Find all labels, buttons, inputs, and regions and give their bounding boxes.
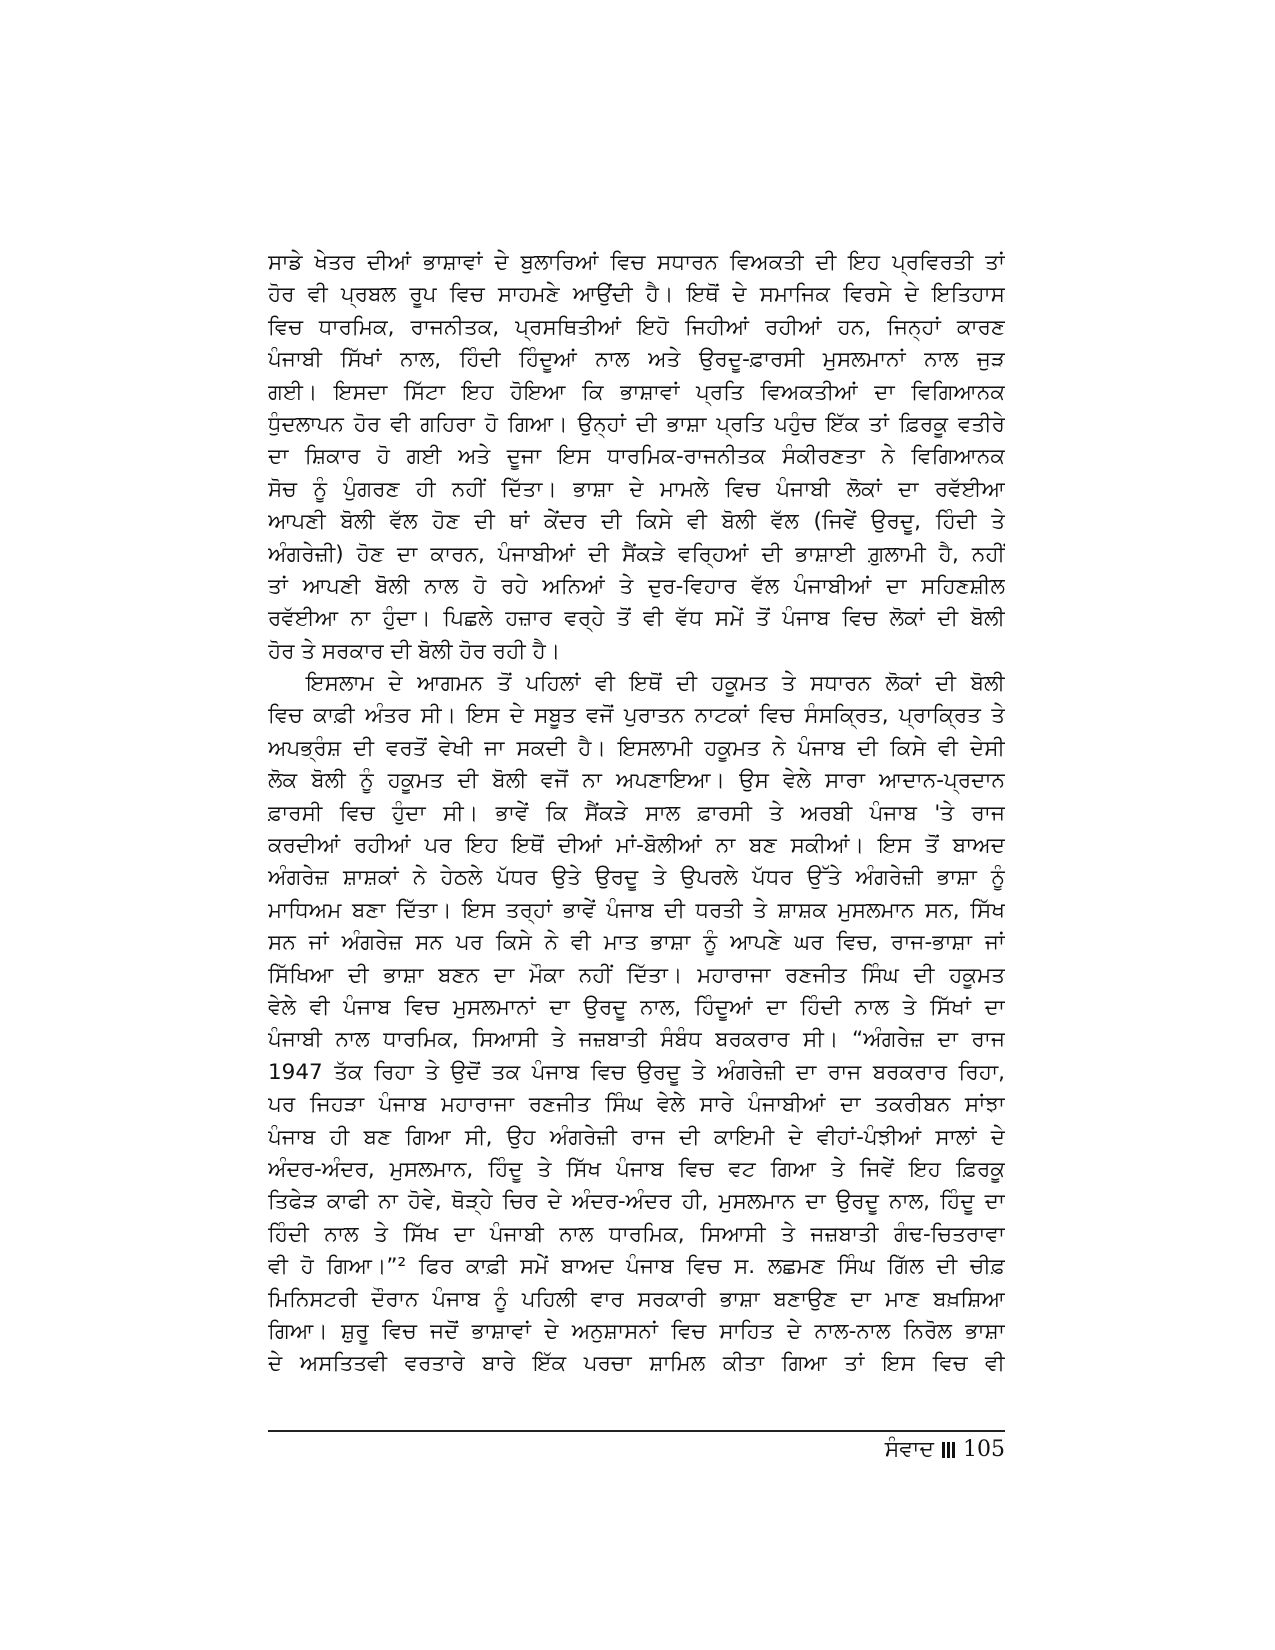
text-line: ਦੇ ਅਸਤਿਤਵੀ ਵਰਤਾਰੇ ਬਾਰੇ ਇੱਕ ਪਰਚਾ ਸ਼ਾਮਿਲ ਕੀਤਾ ਗਿਆ ਤਾਂ ਇਸ ਵਿਚ ਵੀ (268, 1351, 1005, 1377)
text-line: ਹੋਰ ਤੇ ਸਰਕਾਰ ਦੀ ਬੋਲੀ ਹੋਰ ਰਹੀ ਹੈ। (268, 638, 561, 664)
text-line: ਗਿਆ। ਸ਼ੁਰੂ ਵਿਚ ਜਦੋਂ ਭਾਸ਼ਾਵਾਂ ਦੇ ਅਨੁਸ਼ਾਸਨਾਂ ਵਿਚ ਸਾਹਿਤ ਦੇ ਨਾਲ-ਨਾਲ ਨਿਰੋਲ ਭਾਸ਼ਾ (268, 1318, 1005, 1344)
page-body-text (268, 247, 1005, 1381)
text-line: ਪਰ ਜਿਹੜਾ ਪੰਜਾਬ ਮਹਾਰਾਜਾ ਰਣਜੀਤ ਸਿੰਘ ਵੇਲੇ ਸਾਰੇ ਪੰਜਾਬੀਆਂ ਦਾ ਤਕਰੀਬਨ ਸਾਂਝਾ (268, 1092, 1005, 1118)
journal-name: ਸੰਵਾਦ (884, 1437, 934, 1462)
text-line: ਰਵੱਈਆ ਨਾ ਹੁੰਦਾ। ਪਿਛਲੇ ਹਜ਼ਾਰ ਵਰ੍ਹੇ ਤੋਂ ਵੀ ਵੱਧ ਸਮੇਂ ਤੋਂ ਪੰਜਾਬ ਵਿਚ ਲੋਕਾਂ ਦੀ ਬੋਲੀ (268, 606, 1005, 632)
text-line: ਧੁੰਦਲਾਪਨ ਹੋਰ ਵੀ ਗਹਿਰਾ ਹੋ ਗਿਆ। ਉਨ੍ਹਾਂ ਦੀ ਭਾਸ਼ਾ ਪ੍ਰਤਿ ਪਹੁੰਚ ਇੱਕ ਤਾਂ ਫ਼ਿਰਕੂ ਵਤੀਰੇ (268, 411, 1005, 437)
text-line: ਅਪਭ੍ਰੰਸ਼ ਦੀ ਵਰਤੋਂ ਵੇਖੀ ਜਾ ਸਕਦੀ ਹੈ। ਇਸਲਾਮੀ ਹਕੂਮਤ ਨੇ ਪੰਜਾਬ ਦੀ ਕਿਸੇ ਵੀ ਦੇਸੀ (268, 735, 1005, 761)
page-number: 105 (963, 1437, 1005, 1462)
text-line: ਸਿੱਖਿਆ ਦੀ ਭਾਸ਼ਾ ਬਣਨ ਦਾ ਮੌਕਾ ਨਹੀਂ ਦਿੱਤਾ। ਮਹਾਰਾਜਾ ਰਣਜੀਤ ਸਿੰਘ ਦੀ ਹਕੂਮਤ (268, 962, 1005, 988)
text-line: ਅੰਦਰ-ਅੰਦਰ, ਮੁਸਲਮਾਨ, ਹਿੰਦੂ ਤੇ ਸਿੱਖ ਪੰਜਾਬ ਵਿਚ ਵਟ ਗਿਆ ਤੇ ਜਿਵੇਂ ਇਹ ਫ਼ਿਰਕੂ (268, 1156, 1005, 1182)
text-line: ਲੋਕ ਬੋਲੀ ਨੂੰ ਹਕੂਮਤ ਦੀ ਬੋਲੀ ਵਜੋਂ ਨਾ ਅਪਣਾਇਆ। ਉਸ ਵੇਲੇ ਸਾਰਾ ਆਦਾਨ-ਪ੍ਰਦਾਨ (268, 768, 1005, 794)
text-line: ਪੰਜਾਬ ਹੀ ਬਣ ਗਿਆ ਸੀ, ਉਹ ਅੰਗਰੇਜ਼ੀ ਰਾਜ ਦੀ ਕਾਇਮੀ ਦੇ ਵੀਹਾਂ-ਪੰਝੀਆਂ ਸਾਲਾਂ ਦੇ (268, 1124, 1005, 1150)
text-line: ਤਾਂ ਆਪਣੀ ਬੋਲੀ ਨਾਲ ਹੋ ਰਹੇ ਅਨਿਆਂ ਤੇ ਦੁਰ-ਵਿਹਾਰ ਵੱਲ ਪੰਜਾਬੀਆਂ ਦਾ ਸਹਿਣਸ਼ੀਲ (268, 573, 1005, 599)
text-line: ਮਿਨਿਸਟਰੀ ਦੌਰਾਨ ਪੰਜਾਬ ਨੂੰ ਪਹਿਲੀ ਵਾਰ ਸਰਕਾਰੀ ਭਾਸ਼ਾ ਬਣਾਉਣ ਦਾ ਮਾਣ ਬਖ਼ਸ਼ਿਆ (268, 1286, 1005, 1312)
text-line: ਹੋਰ ਵੀ ਪ੍ਰਬਲ ਰੂਪ ਵਿਚ ਸਾਹਮਣੇ ਆਉਂਦੀ ਹੈ। ਇਥੋਂ ਦੇ ਸਮਾਜਿਕ ਵਿਰਸੇ ਦੇ ਇਤਿਹਾਸ (268, 282, 1005, 308)
text-line: ਪੰਜਾਬੀ ਸਿੱਖਾਂ ਨਾਲ, ਹਿੰਦੀ ਹਿੰਦੂਆਂ ਨਾਲ ਅਤੇ ਉਰਦੂ-ਫ਼ਾਰਸੀ ਮੁਸਲਮਾਨਾਂ ਨਾਲ ਜੁੜ (268, 347, 1005, 373)
text-line: ਵਿਚ ਧਾਰਮਿਕ, ਰਾਜਨੀਤਕ, ਪ੍ਰਸਥਿਤੀਆਂ ਇਹੋ ਜਿਹੀਆਂ ਰਹੀਆਂ ਹਨ, ਜਿਨ੍ਹਾਂ ਕਾਰਣ (268, 314, 1005, 340)
text-line: ਕਰਦੀਆਂ ਰਹੀਆਂ ਪਰ ਇਹ ਇਥੋਂ ਦੀਆਂ ਮਾਂ-ਬੋਲੀਆਂ ਨਾ ਬਣ ਸਕੀਆਂ। ਇਸ ਤੋਂ ਬਾਅਦ (268, 833, 1005, 859)
text-line: ਦਾ ਸ਼ਿਕਾਰ ਹੋ ਗਈ ਅਤੇ ਦੂਜਾ ਇਸ ਧਾਰਮਿਕ-ਰਾਜਨੀਤਕ ਸੰਕੀਰਣਤਾ ਨੇ ਵਿਗਿਆਨਕ (268, 444, 1005, 470)
text-line: ਇਸਲਾਮ ਦੇ ਆਗਮਨ ਤੋਂ ਪਹਿਲਾਂ ਵੀ ਇਥੋਂ ਦੀ ਹਕੂਮਤ ਤੇ ਸਧਾਰਨ ਲੋਕਾਂ ਦੀ ਬੋਲੀ (306, 671, 1005, 697)
text-line: ਅੰਗਰੇਜ਼ੀ) ਹੋਣ ਦਾ ਕਾਰਨ, ਪੰਜਾਬੀਆਂ ਦੀ ਸੈਂਕੜੇ ਵਰ੍ਹਿਆਂ ਦੀ ਭਾਸ਼ਾਈ ਗ਼ੁਲਾਮੀ ਹੈ, ਨਹੀਂ (268, 541, 1005, 567)
text-line: ਵਿਚ ਕਾਫ਼ੀ ਅੰਤਰ ਸੀ। ਇਸ ਦੇ ਸਬੂਤ ਵਜੋਂ ਪੁਰਾਤਨ ਨਾਟਕਾਂ ਵਿਚ ਸੰਸਕ੍ਰਿਤ, ਪ੍ਰਾਕ੍ਰਿਤ ਤੇ (268, 703, 1005, 729)
text-line: ਸਨ ਜਾਂ ਅੰਗਰੇਜ਼ ਸਨ ਪਰ ਕਿਸੇ ਨੇ ਵੀ ਮਾਤ ਭਾਸ਼ਾ ਨੂੰ ਆਪਣੇ ਘਰ ਵਿਚ, ਰਾਜ-ਭਾਸ਼ਾ ਜਾਂ (268, 930, 1005, 956)
text-line: ਫ਼ਾਰਸੀ ਵਿਚ ਹੁੰਦਾ ਸੀ। ਭਾਵੇਂ ਕਿ ਸੈਂਕੜੇ ਸਾਲ ਫ਼ਾਰਸੀ ਤੇ ਅਰਬੀ ਪੰਜਾਬ 'ਤੇ ਰਾਜ (268, 800, 1005, 826)
text-line: ਮਾਧਿਅਮ ਬਣਾ ਦਿੱਤਾ। ਇਸ ਤਰ੍ਹਾਂ ਭਾਵੇਂ ਪੰਜਾਬ ਦੀ ਧਰਤੀ ਤੇ ਸ਼ਾਸ਼ਕ ਮੁਸਲਮਾਨ ਸਨ, ਸਿੱਖ (268, 897, 1005, 923)
text-line: ਪੰਜਾਬੀ ਨਾਲ ਧਾਰਮਿਕ, ਸਿਆਸੀ ਤੇ ਜਜ਼ਬਾਤੀ ਸੰਬੰਧ ਬਰਕਰਾਰ ਸੀ। “ਅੰਗਰੇਜ਼ ਦਾ ਰਾਜ (268, 1027, 1005, 1053)
footer-divider (268, 1430, 1005, 1432)
text-line: ਵੇਲੇ ਵੀ ਪੰਜਾਬ ਵਿਚ ਮੁਸਲਮਾਨਾਂ ਦਾ ਉਰਦੂ ਨਾਲ, ਹਿੰਦੂਆਂ ਦਾ ਹਿੰਦੀ ਨਾਲ ਤੇ ਸਿੱਖਾਂ ਦਾ (268, 994, 1005, 1020)
text-line: ਸੋਚ ਨੂੰ ਪੁੰਗਰਣ ਹੀ ਨਹੀਂ ਦਿੱਤਾ। ਭਾਸ਼ਾ ਦੇ ਮਾਮਲੇ ਵਿਚ ਪੰਜਾਬੀ ਲੋਕਾਂ ਦਾ ਰਵੱਈਆ (268, 476, 1005, 502)
separator-bars-icon (942, 1442, 955, 1458)
paragraph-1 (268, 247, 1005, 668)
text-line: ਗਈ। ਇਸਦਾ ਸਿੱਟਾ ਇਹ ਹੋਇਆ ਕਿ ਭਾਸ਼ਾਵਾਂ ਪ੍ਰਤਿ ਵਿਅਕਤੀਆਂ ਦਾ ਵਿਗਿਆਨਕ (268, 379, 1005, 405)
text-line: ਹਿੰਦੀ ਨਾਲ ਤੇ ਸਿੱਖ ਦਾ ਪੰਜਾਬੀ ਨਾਲ ਧਾਰਮਿਕ, ਸਿਆਸੀ ਤੇ ਜਜ਼ਬਾਤੀ ਗੰਢ-ਚਿਤਰਾਵਾ (268, 1221, 1005, 1247)
text-line: ਅੰਗਰੇਜ਼ ਸ਼ਾਸ਼ਕਾਂ ਨੇ ਹੇਠਲੇ ਪੱਧਰ ਉਤੇ ਉਰਦੂ ਤੇ ਉਪਰਲੇ ਪੱਧਰ ਉੱਤੇ ਅੰਗਰੇਜ਼ੀ ਭਾਸ਼ਾ ਨੂੰ (268, 865, 1005, 891)
text-line: ਤਿਫੇੜ ਕਾਫੀ ਨਾ ਹੋਵੇ, ਥੋੜ੍ਹੇ ਚਿਰ ਦੇ ਅੰਦਰ-ਅੰਦਰ ਹੀ, ਮੁਸਲਮਾਨ ਦਾ ਉਰਦੂ ਨਾਲ, ਹਿੰਦੂ ਦਾ (268, 1189, 1005, 1215)
text-line: ਵੀ ਹੋ ਗਿਆ।”² ਫਿਰ ਕਾਫ਼ੀ ਸਮੇਂ ਬਾਅਦ ਪੰਜਾਬ ਵਿਚ ਸ. ਲਛਮਣ ਸਿੰਘ ਗਿੱਲ ਦੀ ਚੀਫ਼ (268, 1254, 1005, 1280)
text-line: 1947 ਤੱਕ ਰਿਹਾ ਤੇ ਉਦੋਂ ਤਕ ਪੰਜਾਬ ਵਿਚ ਉਰਦੂ ਤੇ ਅੰਗਰੇਜ਼ੀ ਦਾ ਰਾਜ ਬਰਕਰਾਰ ਰਿਹਾ, (268, 1059, 1005, 1085)
text-line: ਆਪਣੀ ਬੋਲੀ ਵੱਲ ਹੋਣ ਦੀ ਥਾਂ ਕੇਂਦਰ ਦੀ ਕਿਸੇ ਵੀ ਬੋਲੀ ਵੱਲ (ਜਿਵੇਂ ਉਰਦੂ, ਹਿੰਦੀ ਤੇ (268, 509, 1005, 535)
paragraph-2 (268, 668, 1005, 1381)
page-footer (885, 1437, 1005, 1462)
text-line: ਸਾਡੇ ਖੇਤਰ ਦੀਆਂ ਭਾਸ਼ਾਵਾਂ ਦੇ ਬੁਲਾਰਿਆਂ ਵਿਚ ਸਧਾਰਨ ਵਿਅਕਤੀ ਦੀ ਇਹ ਪ੍ਰਵਿਰਤੀ ਤਾਂ (268, 250, 1005, 275)
